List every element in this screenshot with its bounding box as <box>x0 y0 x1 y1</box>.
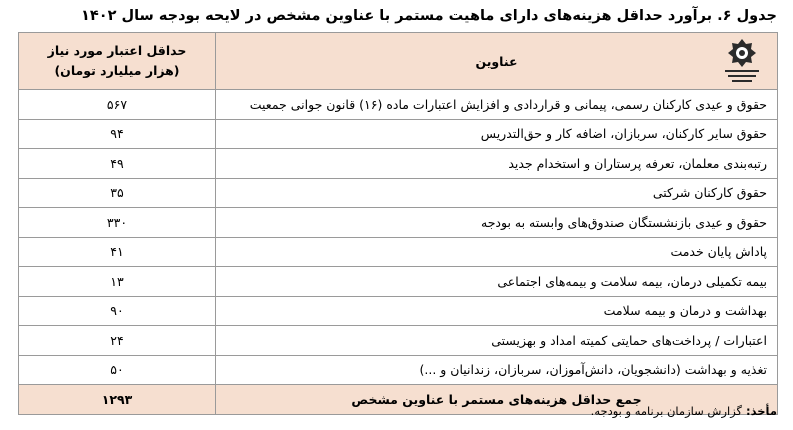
table-row <box>19 267 778 297</box>
row-title: بیمه تکمیلی درمان، بیمه سلامت و بیمه‌های اجتماعی <box>216 267 778 297</box>
table-row <box>19 208 778 238</box>
table-row <box>19 178 778 208</box>
row-title: پاداش پایان خدمت <box>216 237 778 267</box>
source-label: مأخذ: <box>746 404 777 418</box>
row-value: ۵۰ <box>19 355 216 385</box>
row-title: حقوق سایر کارکنان، سربازان، اضافه کار و حق‌التدریس <box>216 119 778 149</box>
table-caption: جدول ۶. برآورد حداقل هزینه‌های دارای ماهیت مستمر با عناوین مشخص در لایحه بودجه سال ۱۴۰۲ <box>81 8 777 24</box>
header-value-line2: (هزار میلیارد تومان) <box>54 63 180 78</box>
table-header-row <box>19 33 778 90</box>
row-title: اعتبارات / پرداخت‌های حمایتی کمیته امداد و بهزیستی <box>216 326 778 356</box>
budget-table <box>18 32 778 415</box>
total-value: ۱۲۹۳ <box>19 385 216 415</box>
table-row <box>19 90 778 120</box>
table-row <box>19 237 778 267</box>
row-value: ۹۴ <box>19 119 216 149</box>
header-value <box>19 33 216 90</box>
table-row <box>19 326 778 356</box>
row-title: رتبه‌بندی معلمان، تعرفه پرستاران و استخدام جدید <box>216 149 778 179</box>
row-title: حقوق و عیدی بازنشستگان صندوق‌های وابسته به بودجه <box>216 208 778 238</box>
row-value: ۳۵ <box>19 178 216 208</box>
row-value: ۳۳۰ <box>19 208 216 238</box>
table-row <box>19 355 778 385</box>
row-title: حقوق کارکنان شرکتی <box>216 178 778 208</box>
row-value: ۴۹ <box>19 149 216 179</box>
header-title-label: عناوین <box>475 53 518 69</box>
header-value-line1: حداقل اعتبار مورد نیاز <box>47 43 187 58</box>
majlis-research-center-logo <box>719 37 765 85</box>
row-title: بهداشت و درمان و بیمه سلامت <box>216 296 778 326</box>
total-title: جمع حداقل هزینه‌های مستمر با عناوین مشخص <box>216 385 778 415</box>
header-titles <box>216 33 778 90</box>
source-text: گزارش سازمان برنامه و بودجه. <box>590 404 743 418</box>
row-value: ۹۰ <box>19 296 216 326</box>
row-value: ۴۱ <box>19 237 216 267</box>
row-value: ۱۳ <box>19 267 216 297</box>
table-row <box>19 119 778 149</box>
row-value: ۵۶۷ <box>19 90 216 120</box>
row-value: ۲۴ <box>19 326 216 356</box>
row-title: حقوق و عیدی کارکنان رسمی، پیمانی و قراردادی و افزایش اعتبارات ماده (۱۶) قانون جوانی جمعیت <box>216 90 778 120</box>
table-row <box>19 296 778 326</box>
table-row <box>19 149 778 179</box>
row-title: تغذیه و بهداشت (دانشجویان، دانش‌آموزان، سربازان، زندانیان و ...) <box>216 355 778 385</box>
source-note <box>591 404 777 418</box>
